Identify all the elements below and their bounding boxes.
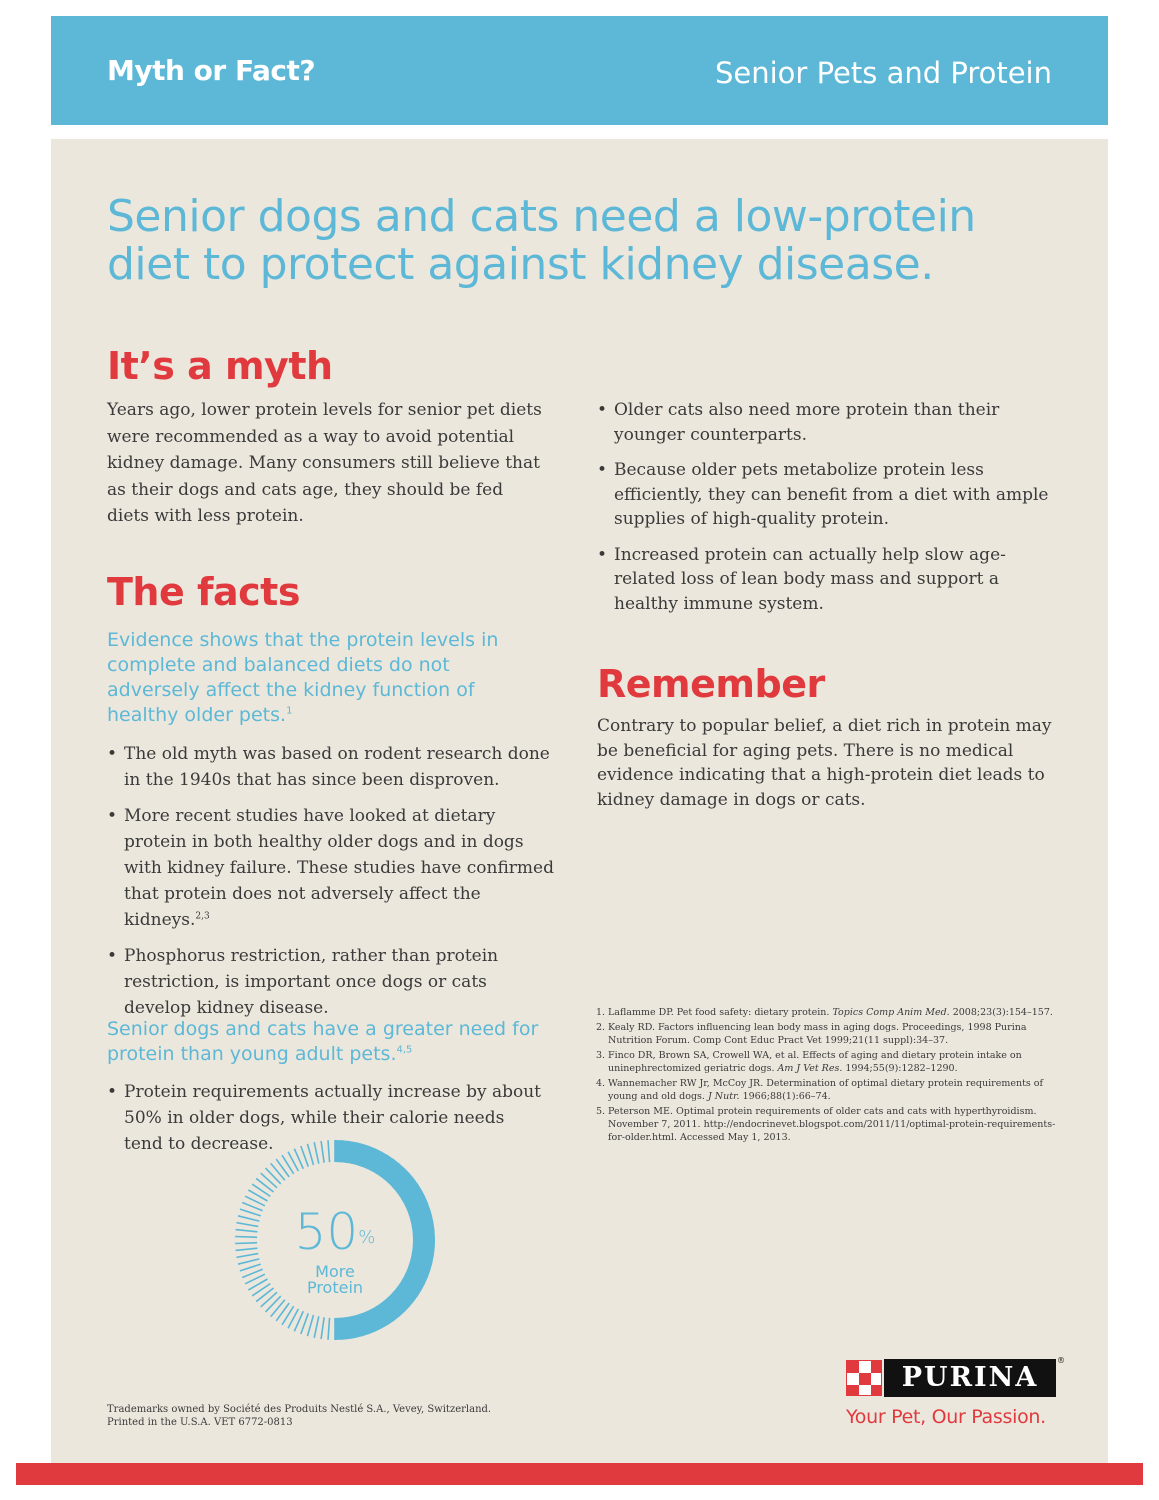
remember-body: Contrary to popular belief, a diet rich in protein may be beneficial for aging pets. There is no medical evidence indicating that a high-protein diet leads to kidney damage in dogs or cats. [597,716,1052,810]
header-left-title: Myth or Fact? [107,54,316,87]
reference-item: 4. Wannemacher RW Jr, McCoy JR. Determination of optimal dietary protein requirements of young and old dogs. J Nutr. 1966;88(1):66–74. [596,1078,1044,1102]
right-bullet-list [597,398,1067,627]
list-item: • Because older pets metabolize protein less efficiently, they can benefit from a diet with ample supplies of high-quality protein. [597,458,1067,532]
footer-line-2: Printed in the U.S.A. VET 6772-0813 [107,1417,293,1428]
purina-logo [846,1356,1065,1397]
checkerboard-icon [846,1360,882,1396]
list-item: • Phosphorus restriction, rather than protein restriction, is important once dogs or cats develop kidney disease. [107,943,557,1021]
facts-bullet-list-1 [107,741,557,1031]
list-item: • More recent studies have looked at dietary protein in both healthy older dogs and in dogs with kidney failure. These studies have confirmed that protein does not adversely affect the kidneys.$^{2,3}$ [107,803,557,933]
facts-heading: The facts [107,570,300,614]
ref-marker: 1 [286,705,293,717]
ref-marker: 2,3 [195,911,210,922]
reference-item: 1. Laflamme DP. Pet food safety: dietary protein. Topics Comp Anim Med. 2008;23(3):154–157. [596,1007,1053,1018]
reference-item: 5. Peterson ME. Optimal protein requirements of older cats and cats with hyperthyroidism. November 7, 2011. http://endocrinevet.blogspot.com/2011/11/optimal-protein-requirements-for-older.html. Accessed May 1, 2013. [596,1106,1056,1143]
list-item: • Older cats also need more protein than their younger counterparts. [597,398,1067,447]
reference-item: 3. Finco DR, Brown SA, Crowell WA, et al. Effects of aging and dietary protein intake on uninephrectomized geriatric dogs. Am J Vet Res. 1994;55(9):1282–1290. [596,1050,1022,1074]
list-item: • Increased protein can actually help slow age-related loss of lean body mass and support a healthy immune system. [597,543,1067,617]
bottom-accent-bar [16,1463,1143,1485]
list-item: • Protein requirements actually increase by about 50% in older dogs, while their calorie needs tend to decrease. [107,1079,547,1157]
header-right-title: Senior Pets and Protein [715,56,1052,90]
header-banner [51,16,1108,125]
footer-line-1: Trademarks owned by Société des Produits Nestlé S.A., Vevey, Switzerland. [107,1404,492,1415]
logo-wordmark: PURINA [884,1359,1056,1397]
claim-heading: Senior dogs and cats need a low-protein diet to protect against kidney disease. [107,191,976,290]
facts-subheading-1: Evidence shows that the protein levels in complete and balanced diets do not adversely affect the kidney function of healthy older pets.$^1$ [107,629,499,726]
donut-label-line1: More [315,1262,355,1281]
donut-percent: 50% [294,1203,376,1261]
registered-mark: ® [1057,1356,1065,1365]
references-list [596,1006,1066,1146]
remember-heading: Remember [597,662,825,706]
myth-heading: It’s a myth [107,344,333,388]
donut-label [235,1140,435,1340]
facts-subheading-2: Senior dogs and cats have a greater need for protein than young adult pets.$^{4,5}$ [107,1018,539,1065]
ref-marker: 4,5 [396,1044,413,1056]
brand-tagline: Your Pet, Our Passion. [846,1406,1046,1428]
donut-label-line2: Protein [306,1278,364,1297]
list-item: • The old myth was based on rodent research done in the 1940s that has since been disproven. [107,741,557,793]
footer-trademark [107,1403,491,1429]
myth-body: Years ago, lower protein levels for senior pet diets were recommended as a way to avoid potential kidney damage. Many consumers still believe that as their dogs and cats age, they should be fed diets with less protein. [107,400,542,526]
reference-item: 2. Kealy RD. Factors influencing lean body mass in aging dogs. Proceedings, 1998 Purina Nutrition Forum. Comp Cont Educ Pract Vet 1999;21(11 suppl):34–37. [596,1022,1027,1046]
